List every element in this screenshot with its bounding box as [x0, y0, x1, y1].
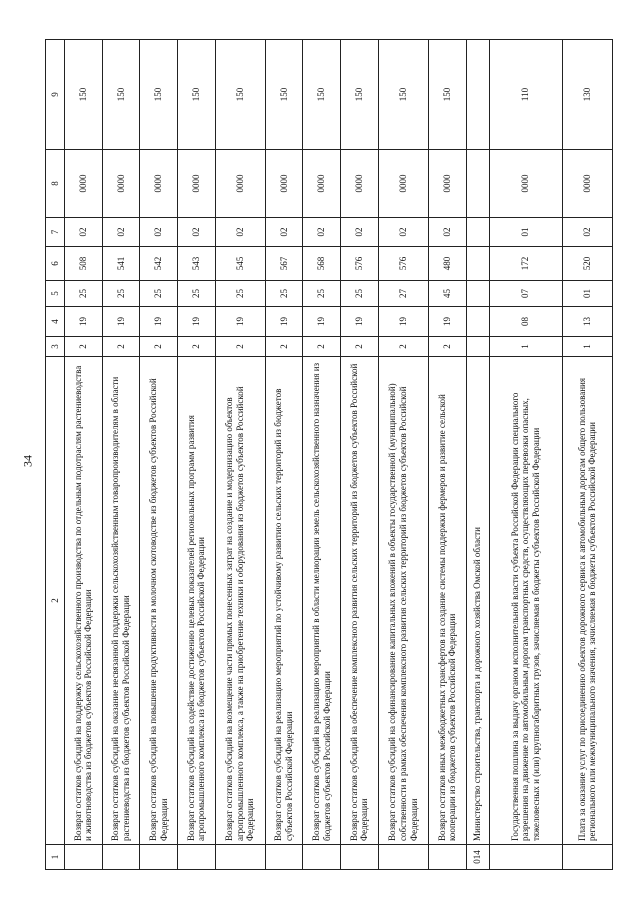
cell-col-6: 172	[489, 247, 562, 281]
cell-col-6: 543	[177, 247, 215, 281]
cell-col-1	[428, 845, 466, 870]
cell-col-9: 110	[489, 40, 562, 150]
cell-col-5: 07	[489, 281, 562, 307]
cell-col-4: 19	[177, 307, 215, 337]
cell-col-8: 0000	[428, 150, 466, 218]
cell-description: Возврат остатков субсидий на обеспечение комплексного развития сельских территорий из бюджетов субъектов Российской Федерации	[341, 357, 379, 845]
cell-col-4: 08	[489, 307, 562, 337]
cell-col-9: 150	[303, 40, 341, 150]
cell-col-7: 01	[489, 218, 562, 247]
cell-col-1	[265, 845, 303, 870]
cell-col-7: 02	[102, 218, 140, 247]
cell-col-1	[489, 845, 562, 870]
cell-col-8: 0000	[177, 150, 215, 218]
cell-col-4: 19	[65, 307, 103, 337]
cell-col-6: 542	[140, 247, 178, 281]
cell-col-4: 19	[378, 307, 428, 337]
cell-col-1	[102, 845, 140, 870]
cell-col-5: 45	[428, 281, 466, 307]
cell-col-8: 0000	[341, 150, 379, 218]
cell-col-3: 2	[428, 337, 466, 357]
cell-col-1	[65, 845, 103, 870]
cell-col-7: 02	[265, 218, 303, 247]
cell-col-3: 2	[378, 337, 428, 357]
ministry-name: Министерство строительства, транспорта и дорожного хозяйства Омской области	[466, 357, 489, 845]
cell-col-8: 0000	[489, 150, 562, 218]
cell-col-5: 25	[177, 281, 215, 307]
cell-col-6: 568	[303, 247, 341, 281]
cell-description: Государственная пошлина за выдачу органом исполнительной власти субъекта Российской Федерации специального разрешения на движение по автомобильным дорогам транспортных средств, осуществляющих перевозки опасных, тяжеловесных и (или) крупногабаритных грузов, зачисляемая в бюджеты субъектов Российской Федерации	[489, 357, 562, 845]
header-col-7: 7	[46, 218, 65, 247]
cell-col-4: 13	[562, 307, 612, 337]
cell-description: Возврат остатков субсидий на софинансирование капитальных вложений в объекты государственной (муниципальной) собственности в рамках обеспечения комплексного развития сельских территорий из бюджетов субъектов Российской Федерации	[378, 357, 428, 845]
cell-col-9: 150	[215, 40, 265, 150]
empty-cell	[466, 281, 489, 307]
cell-col-6: 567	[265, 247, 303, 281]
header-col-5: 5	[46, 281, 65, 307]
empty-cell	[466, 247, 489, 281]
ministry-code: 014	[466, 845, 489, 870]
cell-col-6: 508	[65, 247, 103, 281]
cell-description: Возврат остатков субсидий на возмещение части прямых понесенных затрат на создание и модернизацию объектов агропромышленного комплекса, а также на приобретение техники и оборудования из бюджетов субъектов Российской Федерации	[215, 357, 265, 845]
cell-col-5: 27	[378, 281, 428, 307]
cell-col-3: 2	[65, 337, 103, 357]
header-col-2: 2	[46, 357, 65, 845]
cell-col-5: 25	[102, 281, 140, 307]
cell-col-1	[378, 845, 428, 870]
document-table-rotated	[45, 40, 613, 870]
table-row	[177, 40, 215, 870]
cell-col-5: 25	[65, 281, 103, 307]
table-row	[378, 40, 428, 870]
cell-col-3: 2	[102, 337, 140, 357]
table-row	[562, 40, 612, 870]
header-col-1: 1	[46, 845, 65, 870]
cell-col-8: 0000	[378, 150, 428, 218]
cell-col-3: 2	[140, 337, 178, 357]
table-row	[140, 40, 178, 870]
cell-col-8: 0000	[265, 150, 303, 218]
cell-col-4: 19	[428, 307, 466, 337]
cell-col-5: 25	[303, 281, 341, 307]
ministry-row	[466, 40, 489, 870]
cell-col-9: 150	[65, 40, 103, 150]
table-row	[303, 40, 341, 870]
cell-col-3: 2	[177, 337, 215, 357]
cell-col-4: 19	[102, 307, 140, 337]
header-col-9: 9	[46, 40, 65, 150]
cell-col-7: 02	[177, 218, 215, 247]
cell-col-9: 130	[562, 40, 612, 150]
header-col-4: 4	[46, 307, 65, 337]
empty-cell	[466, 337, 489, 357]
cell-col-1	[177, 845, 215, 870]
cell-col-8: 0000	[562, 150, 612, 218]
cell-col-1	[341, 845, 379, 870]
cell-col-9: 150	[341, 40, 379, 150]
cell-description: Возврат остатков субсидий на реализацию мероприятий в области мелиорации земель сельскохозяйственного назначения из бюджетов субъектов Российской Федерации	[303, 357, 341, 845]
cell-col-4: 19	[265, 307, 303, 337]
cell-col-4: 19	[341, 307, 379, 337]
cell-col-5: 25	[140, 281, 178, 307]
cell-col-3: 1	[489, 337, 562, 357]
header-col-3: 3	[46, 337, 65, 357]
cell-col-7: 02	[140, 218, 178, 247]
cell-col-5: 25	[341, 281, 379, 307]
cell-col-6: 576	[341, 247, 379, 281]
cell-description: Возврат остатков субсидий на реализацию мероприятий по устойчивому развитию сельских территорий из бюджетов субъектов Российской Федерации	[265, 357, 303, 845]
cell-col-3: 1	[562, 337, 612, 357]
cell-col-7: 02	[65, 218, 103, 247]
cell-col-8: 0000	[65, 150, 103, 218]
cell-col-6: 545	[215, 247, 265, 281]
cell-description: Возврат остатков субсидий на содействие достижению целевых показателей региональных программ развития агропромышленного комплекса из бюджетов субъектов Российской Федерации	[177, 357, 215, 845]
cell-col-5: 25	[265, 281, 303, 307]
cell-col-7: 02	[341, 218, 379, 247]
cell-col-1	[562, 845, 612, 870]
cell-col-4: 19	[140, 307, 178, 337]
cell-col-3: 2	[303, 337, 341, 357]
cell-col-5: 01	[562, 281, 612, 307]
cell-col-4: 19	[303, 307, 341, 337]
cell-col-7: 02	[428, 218, 466, 247]
cell-col-8: 0000	[140, 150, 178, 218]
cell-col-8: 0000	[215, 150, 265, 218]
cell-col-1	[215, 845, 265, 870]
cell-description: Возврат остатков субсидий на поддержку сельскохозяйственного производства по отдельным подотраслям растениеводства и животноводства из бюджетов субъектов Российской Федерации	[65, 357, 103, 845]
cell-col-8: 0000	[102, 150, 140, 218]
table-row	[341, 40, 379, 870]
cell-col-3: 2	[265, 337, 303, 357]
table-row	[265, 40, 303, 870]
empty-cell	[466, 40, 489, 150]
empty-cell	[466, 218, 489, 247]
cell-col-4: 19	[215, 307, 265, 337]
cell-col-6: 576	[378, 247, 428, 281]
cell-col-6: 480	[428, 247, 466, 281]
cell-col-6: 541	[102, 247, 140, 281]
budget-codes-table	[45, 39, 613, 870]
cell-col-8: 0000	[303, 150, 341, 218]
empty-cell	[466, 150, 489, 218]
header-col-8: 8	[46, 150, 65, 218]
table-row	[102, 40, 140, 870]
cell-col-9: 150	[102, 40, 140, 150]
table-row	[428, 40, 466, 870]
table-row	[215, 40, 265, 870]
table-row	[489, 40, 562, 870]
cell-col-9: 150	[428, 40, 466, 150]
cell-col-6: 520	[562, 247, 612, 281]
header-col-6: 6	[46, 247, 65, 281]
cell-col-3: 2	[341, 337, 379, 357]
cell-col-7: 02	[378, 218, 428, 247]
cell-description: Плата за оказание услуг по присоединению объектов дорожного сервиса к автомобильным дорогам общего пользования регионального или межмуниципального значения, зачисляемая в бюджеты субъектов Российской Федерации	[562, 357, 612, 845]
cell-col-1	[303, 845, 341, 870]
empty-cell	[466, 307, 489, 337]
cell-col-7: 02	[215, 218, 265, 247]
cell-description: Возврат остатков иных межбюджетных трансфертов на создание системы поддержки фермеров и развитие сельской кооперации из бюджетов субъектов Российской Федерации	[428, 357, 466, 845]
page-number: 34	[20, 455, 35, 467]
cell-col-9: 150	[265, 40, 303, 150]
cell-col-5: 25	[215, 281, 265, 307]
cell-description: Возврат остатков субсидий на оказание несвязанной поддержки сельскохозяйственным товаропроизводителям в области растениеводства из бюджетов субъектов Российской Федерации	[102, 357, 140, 845]
cell-col-9: 150	[140, 40, 178, 150]
cell-description: Возврат остатков субсидий на повышение продуктивности в молочном скотоводстве из бюджетов субъектов Российской Федерации	[140, 357, 178, 845]
cell-col-9: 150	[177, 40, 215, 150]
cell-col-9: 150	[378, 40, 428, 150]
cell-col-7: 02	[303, 218, 341, 247]
cell-col-7: 02	[562, 218, 612, 247]
table-header-row	[46, 40, 65, 870]
cell-col-3: 2	[215, 337, 265, 357]
cell-col-1	[140, 845, 178, 870]
table-row	[65, 40, 103, 870]
